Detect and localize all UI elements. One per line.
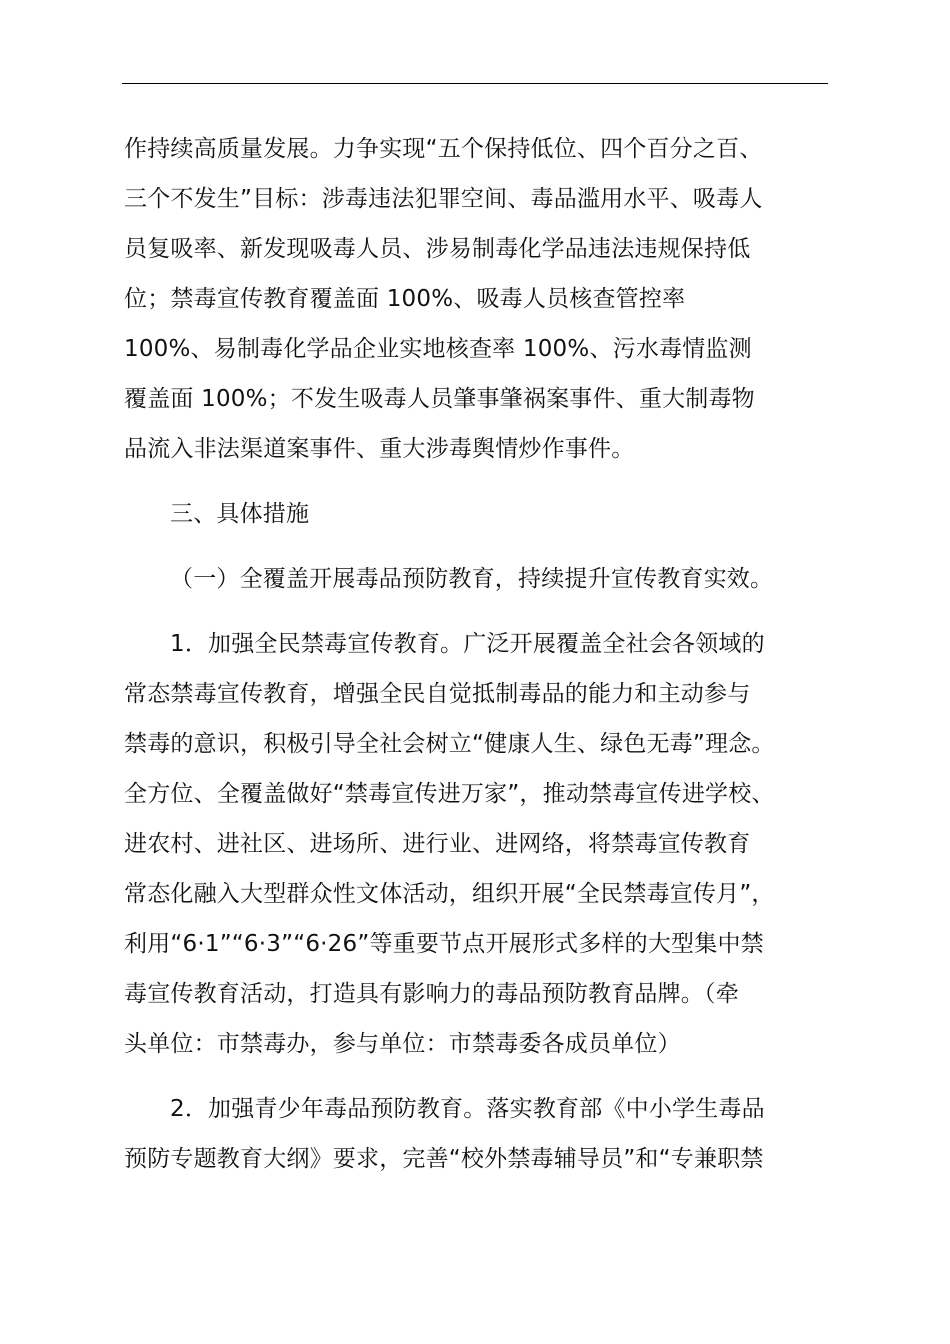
paragraph-line: 覆盖面 100%；不发生吸毒人员肇事肇祸案事件、重大制毒物: [124, 386, 755, 412]
paragraph-line: 利用“6·1”“6·3”“6·26”等重要节点开展形式多样的大型集中禁: [124, 931, 764, 957]
paragraph-line: 2．加强青少年毒品预防教育。落实教育部《中小学生毒品: [170, 1096, 765, 1122]
paragraph-line: 预防专题教育大纲》要求，完善“校外禁毒辅导员”和“专兼职禁: [124, 1146, 764, 1172]
paragraph-line: 作持续高质量发展。力争实现“五个保持低位、四个百分之百、: [124, 136, 763, 162]
paragraph-line: 进农村、进社区、进场所、进行业、进网络，将禁毒宣传教育: [124, 831, 751, 857]
paragraph-line: 100%、易制毒化学品企业实地核查率 100%、污水毒情监测: [124, 336, 752, 362]
section-heading: 三、具体措施: [170, 501, 310, 527]
paragraph-line: 位；禁毒宣传教育覆盖面 100%、吸毒人员核查管控率: [124, 286, 686, 312]
header-rule: [122, 83, 828, 84]
paragraph-line: 常态化融入大型群众性文体活动，组织开展“全民禁毒宣传月”，: [124, 881, 775, 907]
paragraph-line: 常态禁毒宣传教育，增强全民自觉抵制毒品的能力和主动参与: [124, 681, 751, 707]
paragraph-line: 禁毒的意识，积极引导全社会树立“健康人生、绿色无毒”理念。: [124, 731, 775, 757]
paragraph-line: 员复吸率、新发现吸毒人员、涉易制毒化学品违法违规保持低: [124, 236, 751, 262]
paragraph-line: 头单位：市禁毒办，参与单位：市禁毒委各成员单位）: [124, 1031, 681, 1057]
paragraph-line: 毒宣传教育活动，打造具有影响力的毒品预防教育品牌。（牵: [124, 981, 739, 1007]
subsection-heading: （一）全覆盖开展毒品预防教育，持续提升宣传教育实效。: [170, 566, 774, 592]
paragraph-line: 三个不发生”目标：涉毒违法犯罪空间、毒品滥用水平、吸毒人: [124, 186, 763, 212]
paragraph-line: 品流入非法渠道案事件、重大涉毒舆情炒作事件。: [124, 436, 635, 462]
paragraph-line: 1．加强全民禁毒宣传教育。广泛开展覆盖全社会各领域的: [170, 631, 765, 657]
paragraph-line: 全方位、全覆盖做好“禁毒宣传进万家”，推动禁毒宣传进学校、: [124, 781, 775, 807]
